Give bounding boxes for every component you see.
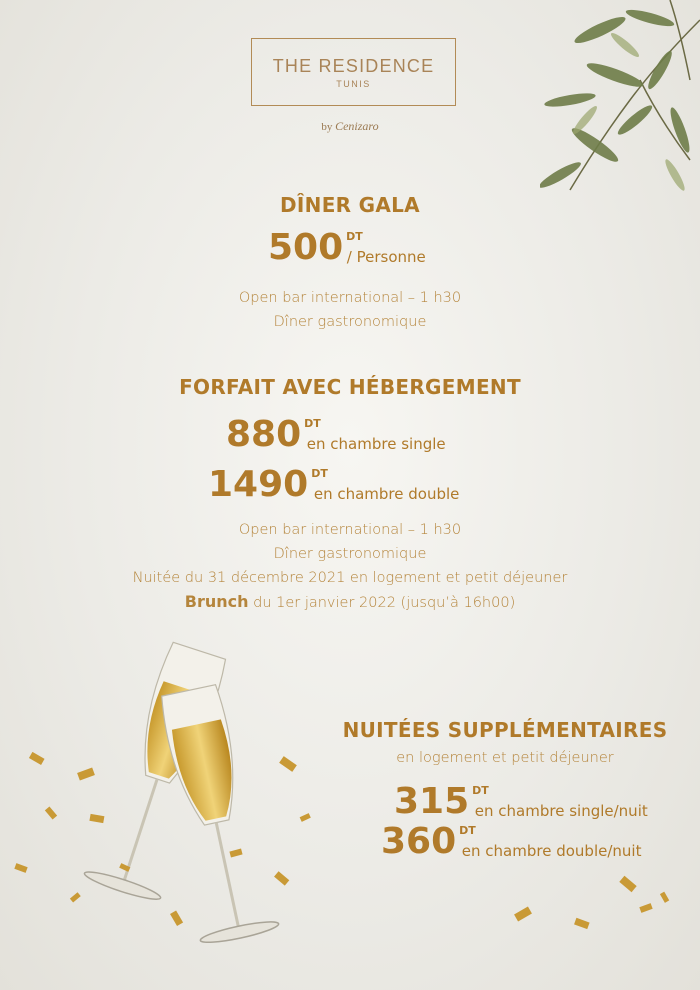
nuitees-currency: DT bbox=[459, 824, 476, 837]
forfait-currency: DT bbox=[311, 467, 328, 480]
nuitees-currency: DT bbox=[472, 784, 489, 797]
forfait-title: FORFAIT AVEC HÉBERGEMENT bbox=[179, 375, 521, 399]
gala-line: Dîner gastronomique bbox=[273, 314, 427, 330]
logo-city: TUNIS bbox=[336, 79, 371, 89]
nuitees-subtitle: en logement et petit déjeuner bbox=[396, 750, 614, 766]
brunch-label: Brunch bbox=[184, 592, 249, 611]
nuitees-amount: 315 bbox=[394, 781, 470, 822]
nuitees-label: en chambre double/nuit bbox=[461, 842, 642, 860]
nuitees-title: NUITÉES SUPPLÉMENTAIRES bbox=[342, 718, 668, 742]
byline-by: by bbox=[321, 121, 333, 133]
nuitees-label: en chambre single/nuit bbox=[474, 802, 648, 820]
champagne-glasses-icon bbox=[0, 640, 330, 980]
forfait-line: Open bar international – 1 h30 bbox=[238, 522, 462, 538]
forfait-description bbox=[0, 518, 700, 615]
gala-price bbox=[268, 228, 426, 268]
logo-name: THE RESIDENCE bbox=[272, 56, 435, 76]
forfait-label: en chambre double bbox=[313, 485, 460, 503]
logo-byline bbox=[0, 119, 700, 134]
gala-price-unit: / Personne bbox=[346, 248, 426, 266]
gala-title: DÎNER GALA bbox=[280, 193, 420, 217]
nuitees-price-single bbox=[394, 782, 648, 822]
byline-brand: Cenizaro bbox=[335, 119, 379, 133]
nuitees-amount: 360 bbox=[381, 821, 457, 862]
forfait-amount: 1490 bbox=[208, 464, 309, 505]
forfait-brunch bbox=[0, 590, 700, 615]
forfait-currency: DT bbox=[304, 417, 321, 430]
forfait-line: Dîner gastronomique bbox=[273, 546, 427, 562]
forfait-price-double bbox=[208, 465, 459, 505]
forfait-line: Nuitée du 31 décembre 2021 en logement et petit déjeuner bbox=[132, 570, 568, 586]
olive-branch-icon bbox=[540, 0, 700, 220]
gala-line: Open bar international – 1 h30 bbox=[238, 290, 462, 306]
logo bbox=[251, 38, 456, 106]
brunch-detail: du 1er janvier 2022 (jusqu’à 16h00) bbox=[248, 595, 516, 611]
forfait-label: en chambre single bbox=[306, 435, 446, 453]
forfait-price-single bbox=[226, 415, 446, 455]
gala-price-currency: DT bbox=[346, 230, 363, 243]
nuitees-price-double bbox=[381, 822, 641, 862]
confetti-icon bbox=[500, 870, 690, 950]
gala-description bbox=[0, 286, 700, 334]
forfait-amount: 880 bbox=[226, 414, 302, 455]
gala-price-amount: 500 bbox=[268, 227, 344, 268]
